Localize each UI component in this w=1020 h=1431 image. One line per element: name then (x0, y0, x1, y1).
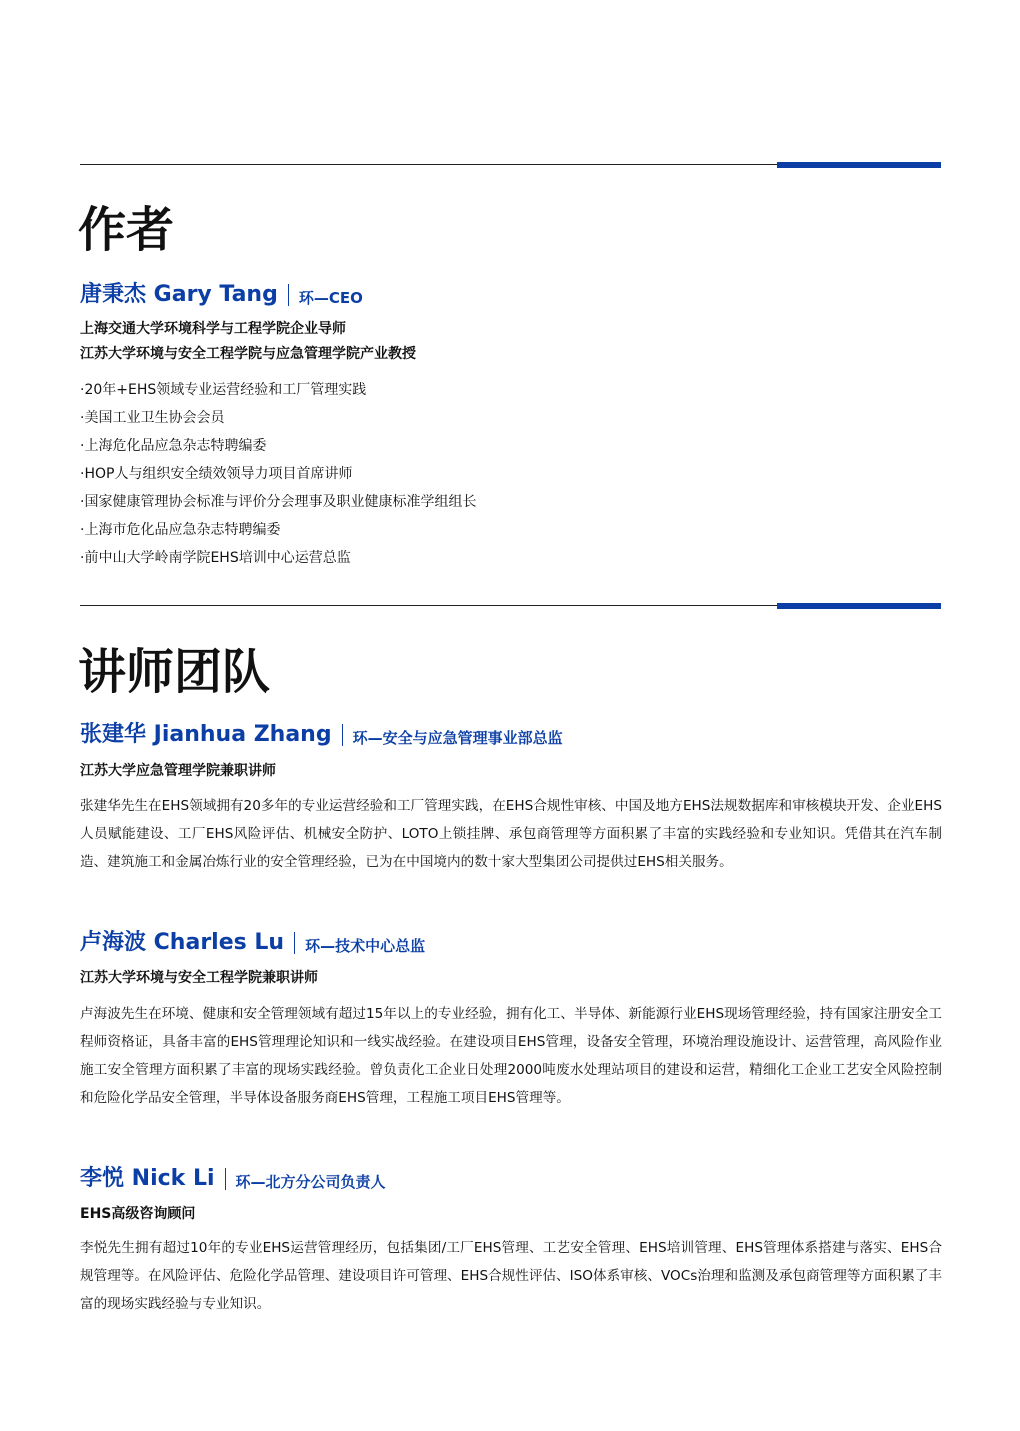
list-item: ·上海市危化品应急杂志特聘编委 (80, 522, 281, 538)
list-item: ·上海危化品应急杂志特聘编委 (80, 438, 267, 454)
member-header (80, 724, 563, 746)
member-name: 李悦 Nick Li (80, 1166, 215, 1191)
member-title: 江苏大学环境与安全工程学院兼职讲师 (80, 970, 318, 986)
author-role: 环—CEO (298, 288, 363, 307)
member-role: 环—安全与应急管理事业部总监 (352, 728, 563, 747)
author-header (80, 284, 363, 306)
team-section-title: 讲师团队 (78, 644, 271, 700)
list-item: ·HOP人与组织安全绩效领导力项目首席讲师 (80, 466, 353, 482)
author-title-1: 上海交通大学环境科学与工程学院企业导师 (80, 321, 346, 337)
name-separator (342, 724, 343, 746)
section-divider (80, 162, 941, 168)
author-name: 唐秉杰 Gary Tang (80, 282, 278, 307)
member-header (80, 1168, 386, 1190)
member-bio: 张建华先生在EHS领域拥有20多年的专业运营经验和工厂管理实践，在EHS合规性审核、中国及地方EHS法规数据库和审核模块开发、企业EHS人员赋能建设、工厂EHS风险评估、机械安全防护、LOTO上锁挂牌、承包商管理等方面积累了丰富的实践经验和专业知识。凭借其在汽车制造、建筑施工和金属冶炼行业的安全管理经验，已为在中国境内的数十家大型集团公司提供过EHS相关服务。 (80, 798, 942, 870)
author-section-title: 作者 (78, 202, 175, 258)
list-item: ·国家健康管理协会标准与评价分会理事及职业健康标准学组组长 (80, 494, 477, 510)
name-separator (225, 1168, 226, 1190)
member-bio: 卢海波先生在环境、健康和安全管理领域有超过15年以上的专业经验，拥有化工、半导体、新能源行业EHS现场管理经验，持有国家注册安全工程师资格证，具备丰富的EHS管理理论知识和一线实战经验。在建设项目EHS管理，设备安全管理，环境治理设施设计、运营管理，高风险作业施工安全管理方面积累了丰富的现场实践经验。曾负责化工企业日处理2000吨废水处理站项目的建设和运营，精细化工企业工艺安全风险控制和危险化学品安全管理，半导体设备服务商EHS管理，工程施工项目EHS管理等。 (80, 1006, 942, 1106)
list-item: ·20年+EHS领域专业运营经验和工厂管理实践 (80, 382, 367, 398)
member-name: 张建华 Jianhua Zhang (80, 722, 332, 747)
name-separator (288, 284, 289, 306)
member-name: 卢海波 Charles Lu (80, 930, 285, 955)
member-title: 江苏大学应急管理学院兼职讲师 (80, 763, 276, 779)
author-credentials-list (80, 376, 476, 572)
author-title-2: 江苏大学环境与安全工程学院与应急管理学院产业教授 (80, 346, 416, 362)
member-bio: 李悦先生拥有超过10年的专业EHS运营管理经历，包括集团/工厂EHS管理、工艺安全管理、EHS培训管理、EHS管理体系搭建与落实、EHS合规管理等。在风险评估、危险化学品管理、建设项目许可管理、EHS合规性评估、ISO体系审核、VOCs治理和监测及承包商管理等方面积累了丰富的现场实践经验与专业知识。 (80, 1240, 942, 1312)
member-role: 环—技术中心总监 (305, 936, 426, 955)
list-item: ·前中山大学岭南学院EHS培训中心运营总监 (80, 550, 351, 566)
name-separator (294, 932, 295, 954)
list-item: ·美国工业卫生协会会员 (80, 410, 225, 426)
member-header (80, 932, 425, 954)
section-divider (80, 603, 941, 609)
member-title: EHS高级咨询顾问 (80, 1206, 196, 1222)
member-role: 环—北方分公司负责人 (235, 1172, 386, 1191)
